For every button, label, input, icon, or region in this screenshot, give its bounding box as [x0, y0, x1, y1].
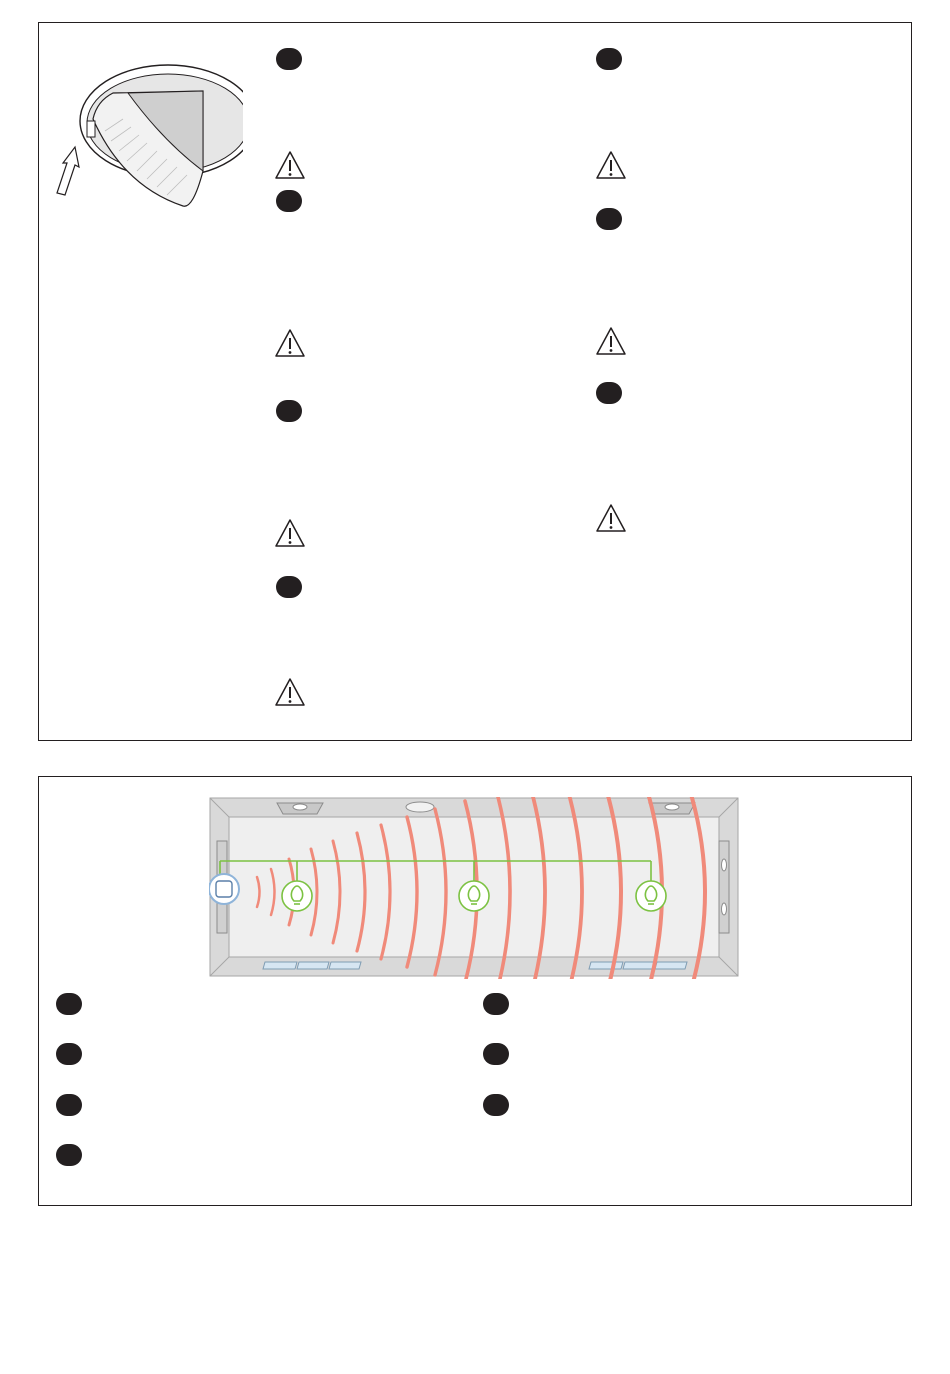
light-bulb-icon [282, 881, 312, 911]
legend-badge-1 [56, 993, 82, 1015]
legend-badge-7 [483, 1094, 509, 1116]
recessed-light-illustration [53, 61, 243, 211]
step-badge-3 [276, 400, 302, 422]
light-bulb-icon [459, 881, 489, 911]
warning-triangle-icon [274, 518, 306, 548]
legend-badge-4 [56, 1144, 82, 1166]
room-wireless-diagram [209, 797, 739, 979]
warning-triangle-icon [595, 503, 627, 533]
installation-steps-panel [38, 22, 912, 741]
step-badge-4 [276, 576, 302, 598]
warning-triangle-icon [595, 326, 627, 356]
legend-badge-3 [56, 1094, 82, 1116]
warning-triangle-icon [595, 150, 627, 180]
legend-badge-6 [483, 1043, 509, 1065]
legend-badge-5 [483, 993, 509, 1015]
light-bulb-icon [636, 881, 666, 911]
warning-triangle-icon [274, 150, 306, 180]
step-badge-2 [276, 190, 302, 212]
step-badge-7 [596, 382, 622, 404]
wall-switch-icon [209, 874, 239, 904]
step-badge-1 [276, 48, 302, 70]
warning-triangle-icon [274, 328, 306, 358]
legend-badge-2 [56, 1043, 82, 1065]
room-diagram-panel [38, 776, 912, 1206]
warning-triangle-icon [274, 677, 306, 707]
step-badge-5 [596, 48, 622, 70]
step-badge-6 [596, 208, 622, 230]
